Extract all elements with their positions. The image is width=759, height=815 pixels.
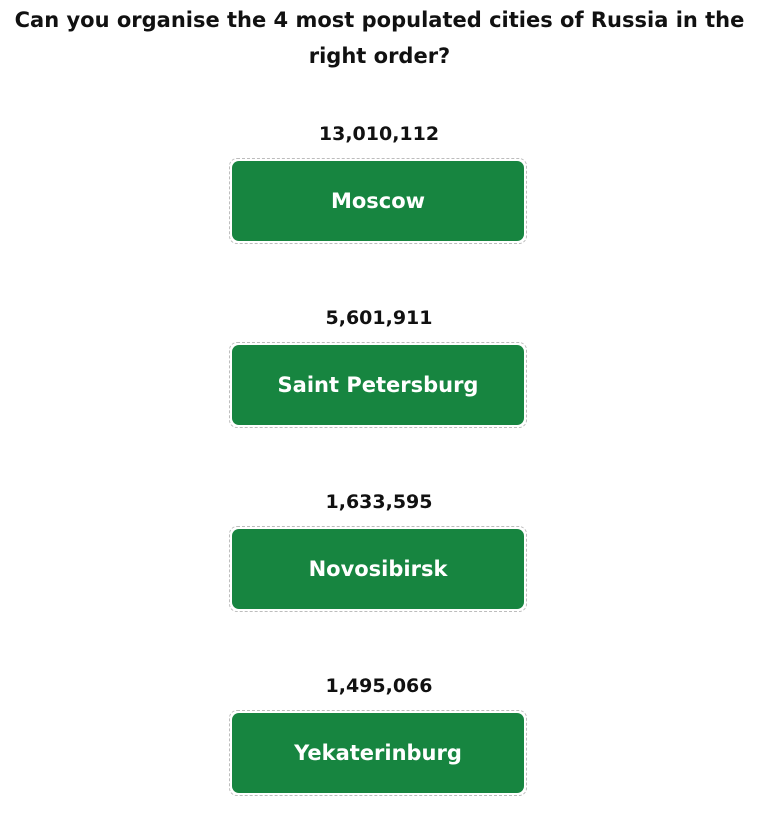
city-card-saint-petersburg[interactable]: Saint Petersburg: [232, 345, 524, 425]
population-label: 1,495,066: [325, 675, 433, 697]
city-card-moscow[interactable]: Moscow: [232, 161, 524, 241]
drop-zone[interactable]: [229, 710, 527, 796]
drop-zone[interactable]: [229, 526, 527, 612]
drop-zone[interactable]: [229, 158, 527, 244]
city-card-novosibirsk[interactable]: Novosibirsk: [232, 529, 524, 609]
city-card-yekaterinburg[interactable]: Yekaterinburg: [232, 713, 524, 793]
population-label: 5,601,911: [325, 307, 433, 329]
drop-zone[interactable]: [229, 342, 527, 428]
question-heading: Can you organise the 4 most populated cities of Russia in the right order?: [14, 8, 745, 68]
population-label: 13,010,112: [318, 123, 440, 145]
population-label: 1,633,595: [325, 491, 433, 513]
